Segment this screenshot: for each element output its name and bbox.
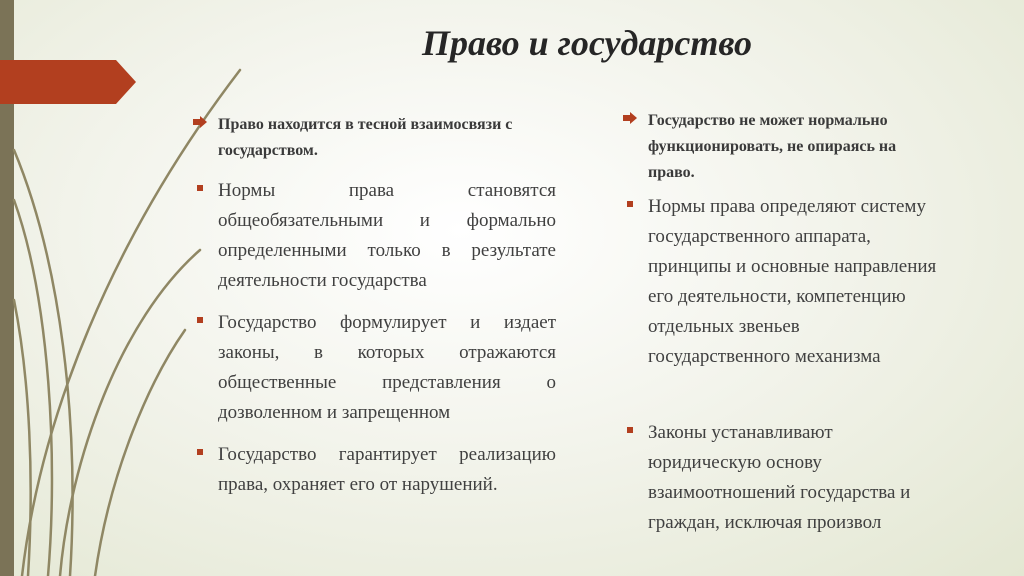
left-lead-text: Право находится в тесной взаимосвязи с государством. <box>218 116 513 159</box>
left-bullet-3-text: Государство гарантирует реализацию права, охраняет его от нарушений. <box>218 444 556 495</box>
left-bullet-2 <box>190 308 556 428</box>
arrow-bullet-icon <box>190 116 210 136</box>
square-bullet-icon <box>190 440 210 460</box>
arrow-bullet-icon <box>620 112 640 132</box>
right-bullet-1 <box>620 192 940 372</box>
square-bullet-icon <box>190 308 210 328</box>
square-bullet-icon <box>620 418 640 438</box>
square-bullet-icon <box>190 176 210 196</box>
left-bullet-2-text: Государство формулирует и издает законы, в которых отражаются общественные представления о дозволенном и запрещенном <box>218 312 556 423</box>
right-bullet-2-text: Законы устанавливают юридическую основу взаимоотношений государства и граждан, исключая произвол <box>648 422 911 533</box>
red-arrow-icon <box>0 60 140 104</box>
left-lead-item <box>190 112 556 164</box>
square-bullet-icon <box>620 192 640 212</box>
left-bullet-3 <box>190 440 556 500</box>
slide-title: Право и государство <box>422 23 752 63</box>
right-bullet-1-text: Нормы права определяют систему государственного аппарата, принципы и основные направления его деятельности, компетенцию отдельных звеньев государственного механизма <box>648 196 937 367</box>
right-bullet-2 <box>620 418 940 538</box>
right-lead-text: Государство не может нормально функционировать, не опираясь на право. <box>648 112 897 181</box>
right-lead-item <box>620 108 940 186</box>
left-bullet-1-text: Нормы права становятся общеобязательными и формально определенными только в результате деятельности государства <box>218 180 556 291</box>
right-column <box>620 108 940 538</box>
left-column <box>190 112 556 500</box>
left-bullet-1 <box>190 176 556 296</box>
